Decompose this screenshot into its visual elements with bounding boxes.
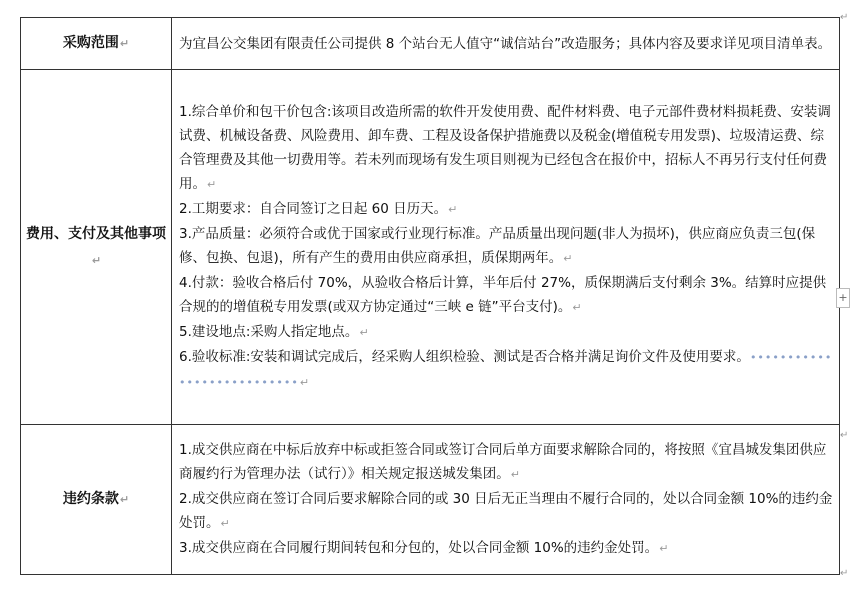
row-label-breach xyxy=(21,425,172,575)
fees-item-4: 4.付款：验收合格后付 70%，从验收合格后计算，半年后付 27%，质保期满后支付剩余 3%。结算时应提供合规的的增值税专用发票(或双方协定通过“三峡 e 链”平台支付)。↵ xyxy=(179,274,827,315)
row-content-fees xyxy=(172,70,840,425)
table-row-fees xyxy=(21,70,840,425)
row-content-breach xyxy=(172,425,840,575)
scope-paragraph: 为宜昌公交集团有限责任公司提供 8 个站台无人值守“诚信站台”改造服务；具体内容及要求详见项目清单表。 xyxy=(179,35,832,52)
table-row-breach xyxy=(21,425,840,575)
fees-item-6: 6.验收标准:安装和调试完成后，经采购人组织检验、测试是否合格并满足询价文件及使用要求。•••••••••••••••••••••••••••↵ xyxy=(179,348,833,389)
row-label-text: 采购范围 xyxy=(62,35,119,51)
row-label-fees xyxy=(21,70,172,425)
paragraph-mark: ↵ xyxy=(119,37,130,50)
breach-item-2: 2.成交供应商在签订合同后要求解除合同的或 30 日后无正当理由不履行合同的，处以合同金额 10%的违约金处罚。↵ xyxy=(179,491,833,531)
cell-end-mark: ↵ xyxy=(840,12,849,23)
expand-handle-icon[interactable]: + xyxy=(836,288,850,308)
cell-end-mark: ↵ xyxy=(840,568,849,579)
row-label-scope xyxy=(21,18,172,70)
fees-item-1: 1.综合单价和包干价包含:该项目改造所需的软件开发使用费、配件材料费、电子元部件费材料损耗费、安装调试费、机械设备费、风险费用、卸车费、工程及设备保护措施费以及税金(增值税专用发票)、垃圾清运费、综合管理费及其他一切费用等。若未列而现场有发生项目则视为已经包含在报价中，招标人不再另行支付任何费用。↵ xyxy=(179,103,831,192)
fees-item-5: 5.建设地点:采购人指定地点。↵ xyxy=(179,323,369,340)
fees-item-3: 3.产品质量：必须符合或优于国家或行业现行标准。产品质量出现问题(非人为损坏)，供应商应负责三包(保修、包换、包退)，所有产生的费用由供应商承担，质保期两年。↵ xyxy=(179,225,816,266)
fees-item-2: 2.工期要求：自合同签订之日起 60 日历天。↵ xyxy=(179,200,458,217)
procurement-table xyxy=(20,17,840,575)
paragraph-mark: ↵ xyxy=(119,493,130,506)
row-content-scope xyxy=(172,18,840,70)
breach-item-1: 1.成交供应商在中标后放弃中标或拒签合同或签订合同后单方面要求解除合同的，将按照《宜昌城发集团供应商履约行为管理办法（试行）》相关规定报送城发集团。↵ xyxy=(179,442,827,482)
paragraph-mark: ↵ xyxy=(91,253,102,267)
leader-dots: ••••••••••••••••••••••••••• xyxy=(179,350,833,389)
breach-item-3: 3.成交供应商在合同履行期间转包和分包的，处以合同金额 10%的违约金处罚。↵ xyxy=(179,540,669,556)
row-label-text: 费用、支付及其他事项 xyxy=(26,225,166,242)
cell-end-mark: ↵ xyxy=(840,430,849,441)
table-row-scope xyxy=(21,18,840,70)
row-label-text: 违约条款 xyxy=(62,491,119,507)
